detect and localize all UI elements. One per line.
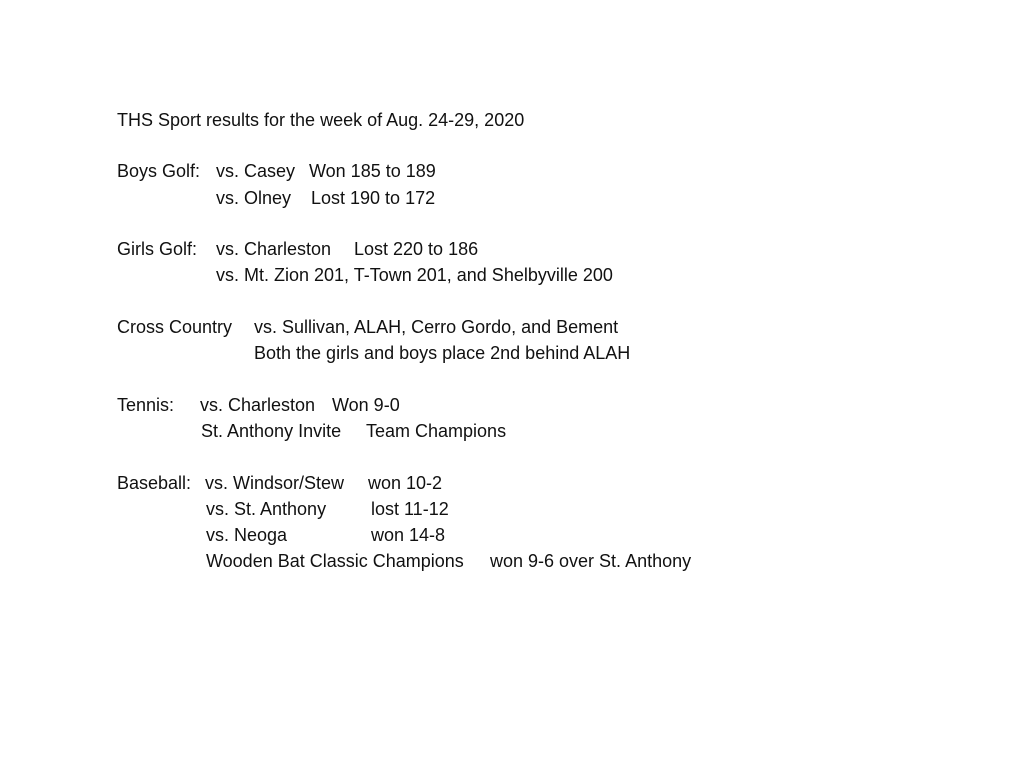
boys-golf-opponent-1: vs. Casey [216, 161, 296, 181]
boys-golf-label: Boys Golf: [117, 161, 201, 181]
baseball-classic-result: won 9-6 over St. Anthony [490, 551, 692, 571]
tennis-label: Tennis: [117, 395, 175, 415]
tennis-result-2: Team Champions [366, 421, 507, 441]
baseball-opponent-2: vs. St. Anthony [206, 499, 327, 519]
cross-country-label: Cross Country [117, 317, 233, 337]
boys-golf-result-2: Lost 190 to 172 [311, 188, 436, 208]
girls-golf-label: Girls Golf: [117, 239, 198, 259]
boys-golf-result-1: Won 185 to 189 [309, 161, 436, 181]
baseball-opponent-3: vs. Neoga [206, 525, 288, 545]
baseball-opponent-1: vs. Windsor/Stew [205, 473, 345, 493]
baseball-result-3: won 14-8 [371, 525, 446, 545]
girls-golf-result-1: Lost 220 to 186 [354, 239, 479, 259]
girls-golf-line-2: vs. Mt. Zion 201, T-Town 201, and Shelbyville 200 [216, 265, 613, 285]
baseball-result-1: won 10-2 [368, 473, 443, 493]
document-title: THS Sport results for the week of Aug. 24-29, 2020 [117, 110, 525, 130]
baseball-result-2: lost 11-12 [371, 499, 449, 519]
tennis-result-1: Won 9-0 [332, 395, 400, 415]
tennis-opponent-2: St. Anthony Invite [201, 421, 342, 441]
cross-country-line-2: Both the girls and boys place 2nd behind ALAH [254, 343, 631, 363]
tennis-opponent-1: vs. Charleston [200, 395, 316, 415]
cross-country-line-1: vs. Sullivan, ALAH, Cerro Gordo, and Bement [254, 317, 619, 337]
girls-golf-opponent-1: vs. Charleston [216, 239, 332, 259]
baseball-classic-event: Wooden Bat Classic Champions [206, 551, 464, 571]
baseball-label: Baseball: [117, 473, 192, 493]
boys-golf-opponent-2: vs. Olney [216, 188, 292, 208]
